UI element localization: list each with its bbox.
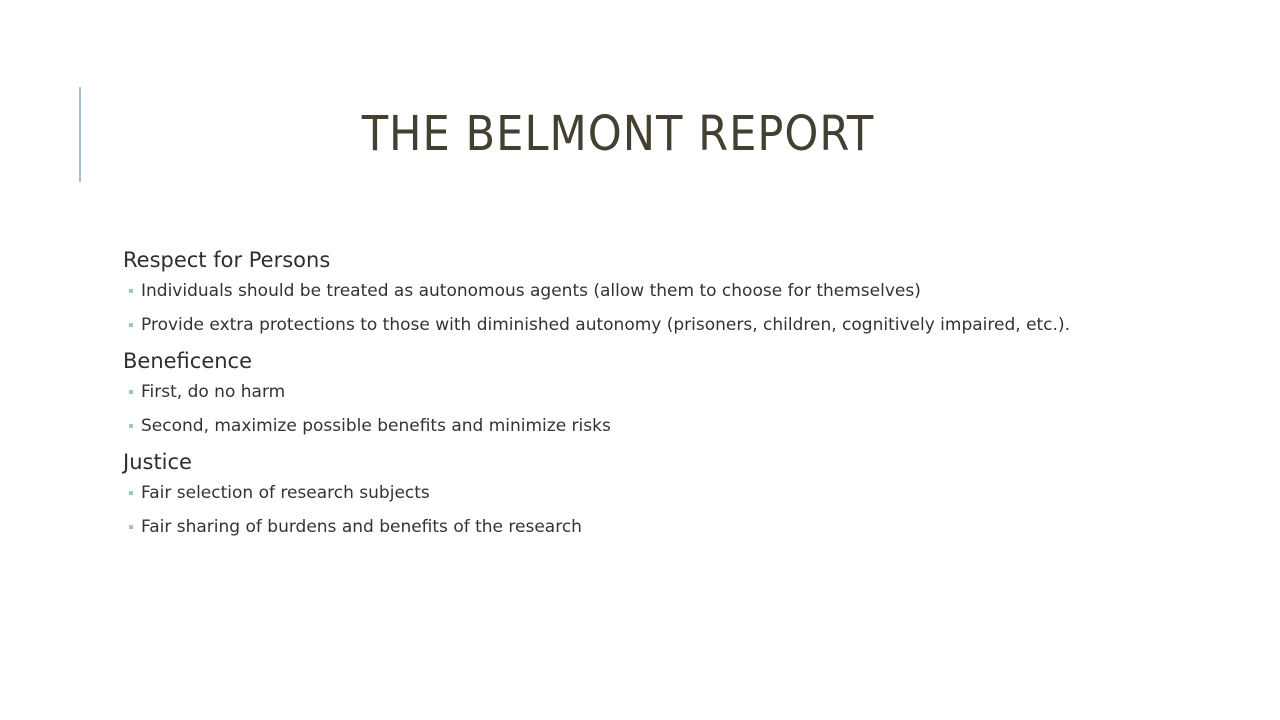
- bullet-text: First, do no harm: [141, 382, 286, 402]
- bullet-item: [123, 314, 1133, 337]
- bullet-list: [123, 280, 1133, 337]
- bullet-text: Fair sharing of burdens and benefits of the research: [141, 517, 582, 537]
- bullet-list: [123, 381, 1133, 438]
- bullet-text: Individuals should be treated as autonomous agents (allow them to choose for themselves): [141, 281, 921, 301]
- bullet-list: [123, 482, 1133, 539]
- section-heading: Beneficence: [123, 349, 253, 373]
- bullet-item: [123, 381, 1133, 404]
- bullet-text: Second, maximize possible benefits and minimize risks: [141, 416, 611, 436]
- square-bullet-icon: [129, 289, 133, 293]
- bullet-item: [123, 516, 1133, 539]
- square-bullet-icon: [129, 525, 133, 529]
- section-beneficence: [123, 347, 1133, 438]
- section-respect-for-persons: [123, 246, 1133, 337]
- section-heading: Justice: [123, 450, 192, 474]
- bullet-text: Fair selection of research subjects: [141, 483, 430, 503]
- bullet-item: [123, 482, 1133, 505]
- bullet-item: [123, 280, 1133, 303]
- section-heading: Respect for Persons: [123, 248, 331, 272]
- square-bullet-icon: [129, 390, 133, 394]
- square-bullet-icon: [129, 424, 133, 428]
- square-bullet-icon: [129, 323, 133, 327]
- section-justice: [123, 448, 1133, 539]
- square-bullet-icon: [129, 491, 133, 495]
- slide-content: [123, 246, 1133, 539]
- slide-title: THE BELMONT REPORT: [361, 106, 875, 162]
- bullet-item: [123, 415, 1133, 438]
- bullet-text: Provide extra protections to those with diminished autonomy (prisoners, children, cognitively impaired, etc.).: [141, 315, 1070, 335]
